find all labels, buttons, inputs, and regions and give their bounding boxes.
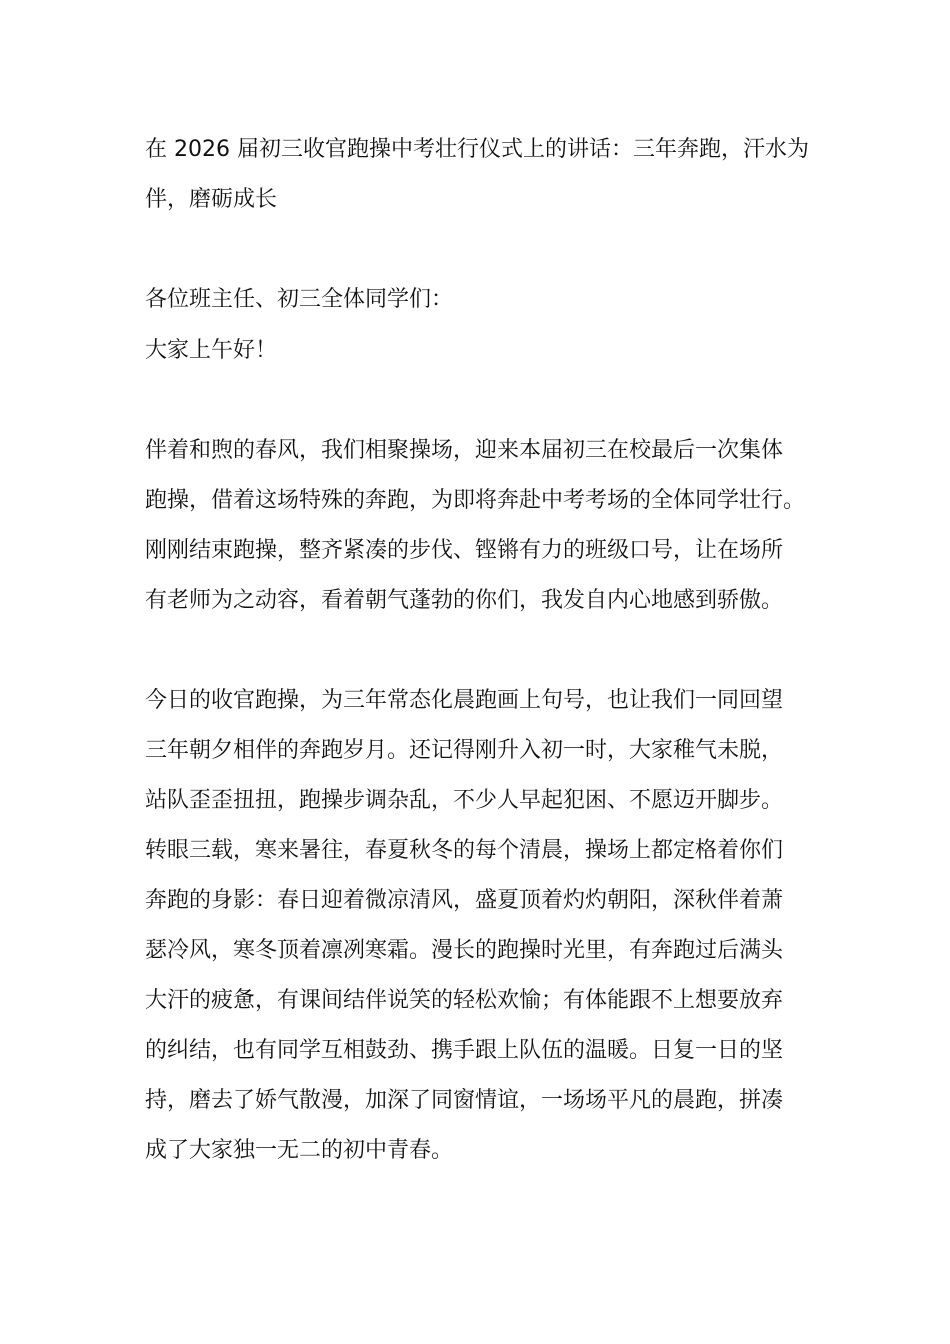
paragraph-2-line-6: 瑟冷风，寒冬顶着凛冽寒霜。漫长的跑操时光里，有奔跑过后满头 [145, 938, 784, 963]
paragraph-2-line-10: 成了大家独一无二的初中青春。 [145, 1138, 454, 1163]
paragraph-2-line-7: 大汗的疲惫，有课间结伴说笑的轻松欢愉；有体能跟不上想要放弃 [145, 988, 784, 1013]
paragraph-1-line-4: 有老师为之动容，看着朝气蓬勃的你们，我发自内心地感到骄傲。 [145, 588, 784, 613]
paragraph-2-line-4: 转眼三载，寒来暑往，春夏秋冬的每个清晨，操场上都定格着你们 [145, 838, 784, 863]
paragraph-1-line-3: 刚刚结束跑操，整齐紧凑的步伐、铿锵有力的班级口号，让在场所 [145, 538, 784, 563]
paragraph-2-line-1: 今日的收官跑操，为三年常态化晨跑画上句号，也让我们一同回望 [145, 688, 784, 713]
paragraph-1-line-2: 跑操，借着这场特殊的奔跑，为即将奔赴中考考场的全体同学壮行。 [145, 488, 806, 513]
paragraph-1-line-1: 伴着和煦的春风，我们相聚操场，迎来本届初三在校最后一次集体 [145, 438, 784, 463]
paragraph-2-line-9: 持，磨去了娇气散漫，加深了同窗情谊，一场场平凡的晨跑，拼凑 [145, 1088, 784, 1113]
paragraph-2-line-2: 三年朝夕相伴的奔跑岁月。还记得刚升入初一时，大家稚气未脱， [145, 738, 784, 763]
paragraph-2-line-5: 奔跑的身影：春日迎着微凉清风，盛夏顶着灼灼朝阳，深秋伴着萧 [145, 888, 784, 913]
salutation: 各位班主任、初三全体同学们： [145, 287, 454, 312]
greeting: 大家上午好！ [145, 338, 278, 363]
title-line-2: 伴，磨砺成长 [145, 187, 278, 212]
paragraph-2-line-8: 的纠结，也有同学互相鼓劲、携手跟上队伍的温暖。日复一日的坚 [145, 1038, 784, 1063]
title-line-1: 在 2026 届初三收官跑操中考壮行仪式上的讲话：三年奔跑，汗水为 [145, 137, 809, 162]
paragraph-2-line-3: 站队歪歪扭扭，跑操步调杂乱，不少人早起犯困、不愿迈开脚步。 [145, 788, 784, 813]
